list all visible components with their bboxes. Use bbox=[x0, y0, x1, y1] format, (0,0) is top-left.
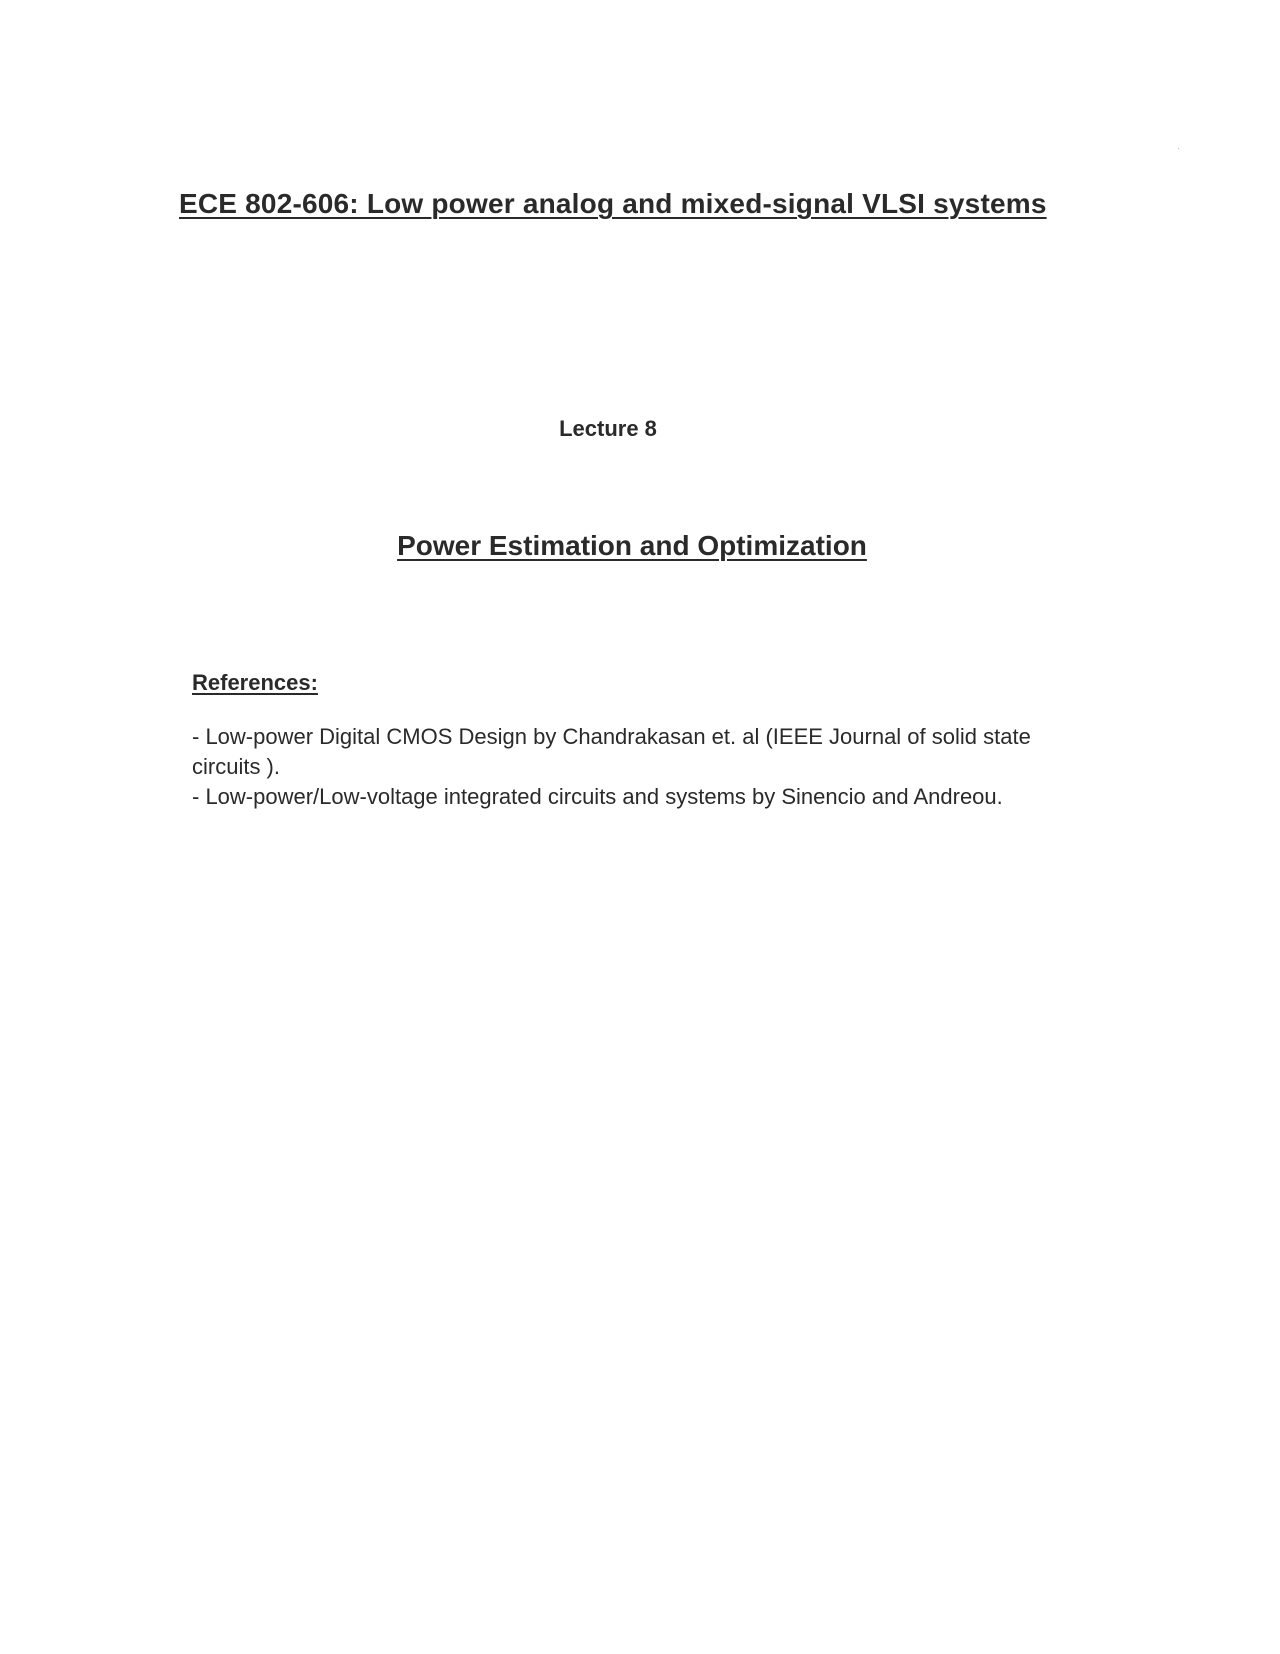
references-heading: References: bbox=[192, 670, 318, 695]
reference-item: - Low-power Digital CMOS Design by Chandrakasan et. al (IEEE Journal of solid state circuits ). bbox=[192, 724, 1031, 779]
reference-item: - Low-power/Low-voltage integrated circuits and systems by Sinencio and Andreou. bbox=[192, 784, 1003, 809]
lecture-topic: Power Estimation and Optimization bbox=[397, 530, 867, 561]
lecture-number: Lecture 8 bbox=[559, 416, 657, 441]
course-title: ECE 802-606: Low power analog and mixed-signal VLSI systems bbox=[179, 188, 1047, 219]
references-list bbox=[192, 722, 1052, 812]
scan-speck bbox=[1178, 148, 1179, 149]
